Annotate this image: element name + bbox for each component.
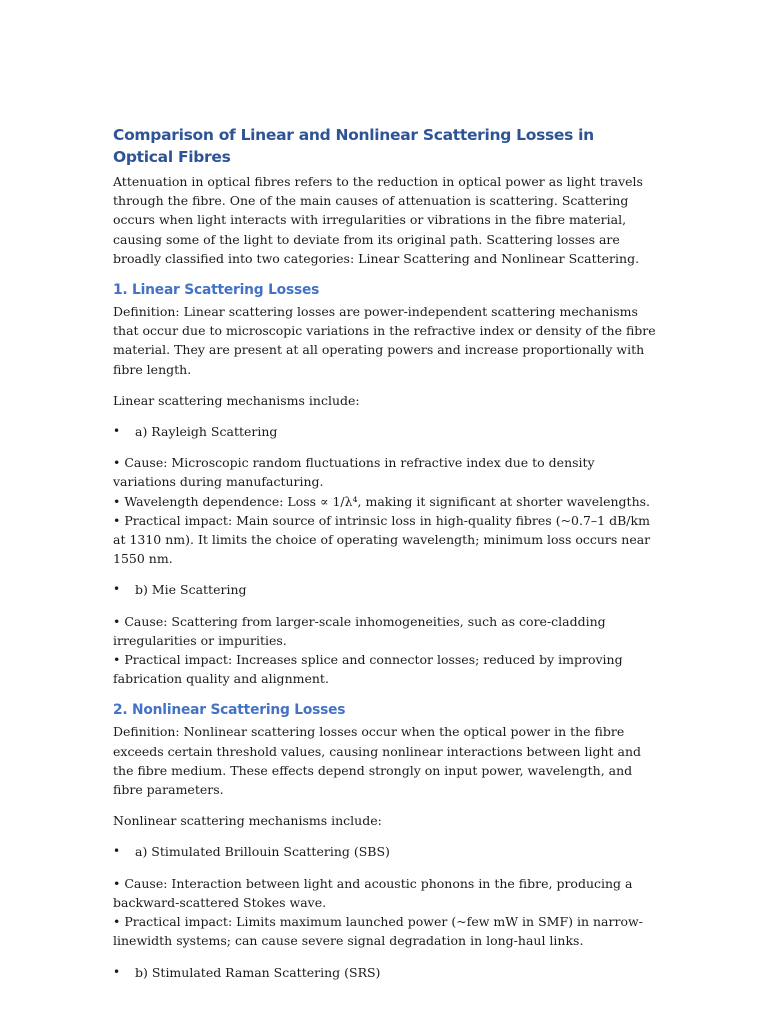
list-item-mie [113, 580, 658, 599]
section-linear [113, 280, 658, 688]
mechanisms-intro: Linear scattering mechanisms include: [113, 392, 360, 408]
definition-paragraph: Definition: Nonlinear scattering losses occur when the optical power in the fibre exceeds certain threshold values, causing nonlinear interactions between light and the fibre medium. These effects depend strongly on input power, wavelength, and fibre parameters. [113, 724, 642, 798]
detail-line: • Cause: Scattering from larger-scale inhomogeneities, such as core-cladding irregularities or impurities. [113, 613, 606, 648]
list-item-srs [113, 963, 658, 982]
detail-line: • Wavelength dependence: Loss ∝ 1/λ⁴, making it significant at shorter wavelengths. [113, 493, 651, 509]
list-item-rayleigh [113, 422, 658, 441]
detail-line: • Practical impact: Main source of intrinsic loss in high-quality fibres (~0.7–1 dB/km at 1310 nm). It limits the choice of operating wavelength; minimum loss occurs near 1550 nm. [113, 512, 651, 567]
mechanism-name: b) Mie Scattering [135, 582, 247, 598]
detail-line: • Cause: Interaction between light and acoustic phonons in the fibre, producing a backward-scattered Stokes wave. [113, 875, 633, 910]
section-heading-linear: 1. Linear Scattering Losses [113, 282, 320, 299]
definition-paragraph: Definition: Linear scattering losses are power-independent scattering mechanisms that occur due to microscopic variations in the refractive index or density of the fibre material. They are present at all operating powers and increase proportionally with fibre length. [113, 304, 656, 377]
bullet-icon: • [113, 964, 121, 979]
mechanism-name: a) Rayleigh Scattering [135, 424, 278, 440]
list-item-sbs [113, 842, 658, 861]
document-title: Comparison of Linear and Nonlinear Scattering Losses in Optical Fibres [113, 126, 594, 166]
mechanism-details-rayleigh [113, 453, 658, 568]
bullet-icon: • [113, 424, 121, 439]
intro-paragraph: Attenuation in optical fibres refers to the reduction in optical power as light travels through the fibre. One of the main causes of attenuation is scattering. Scattering occurs when light interacts with irregularities or vibrations in the fibre material, causing some of the light to deviate from its original path. Scattering losses are broadly classified into two categories: Linear Scattering and Nonlinear Scattering. [113, 174, 643, 266]
detail-line: • Practical impact: Limits maximum launched power (~few mW in SMF) in narrow-linewidth systems; can cause severe signal degradation in long-haul links. [113, 914, 643, 949]
mechanisms-intro: Nonlinear scattering mechanisms include: [113, 813, 382, 829]
section-heading-nonlinear: 2. Nonlinear Scattering Losses [113, 702, 346, 719]
detail-line: • Practical impact: Increases splice and connector losses; reduced by improving fabrication quality and alignment. [113, 652, 623, 687]
section-nonlinear [113, 700, 658, 981]
mechanism-details-mie [113, 612, 658, 689]
mechanism-name: a) Stimulated Brillouin Scattering (SBS) [135, 844, 390, 860]
bullet-icon: • [113, 582, 121, 597]
detail-line: • Cause: Microscopic random fluctuations in refractive index due to density variations during manufacturing. [113, 455, 595, 490]
bullet-icon: • [113, 844, 121, 859]
mechanism-name: b) Stimulated Raman Scattering (SRS) [135, 964, 381, 980]
mechanism-details-sbs [113, 874, 658, 951]
document-page [113, 124, 658, 994]
